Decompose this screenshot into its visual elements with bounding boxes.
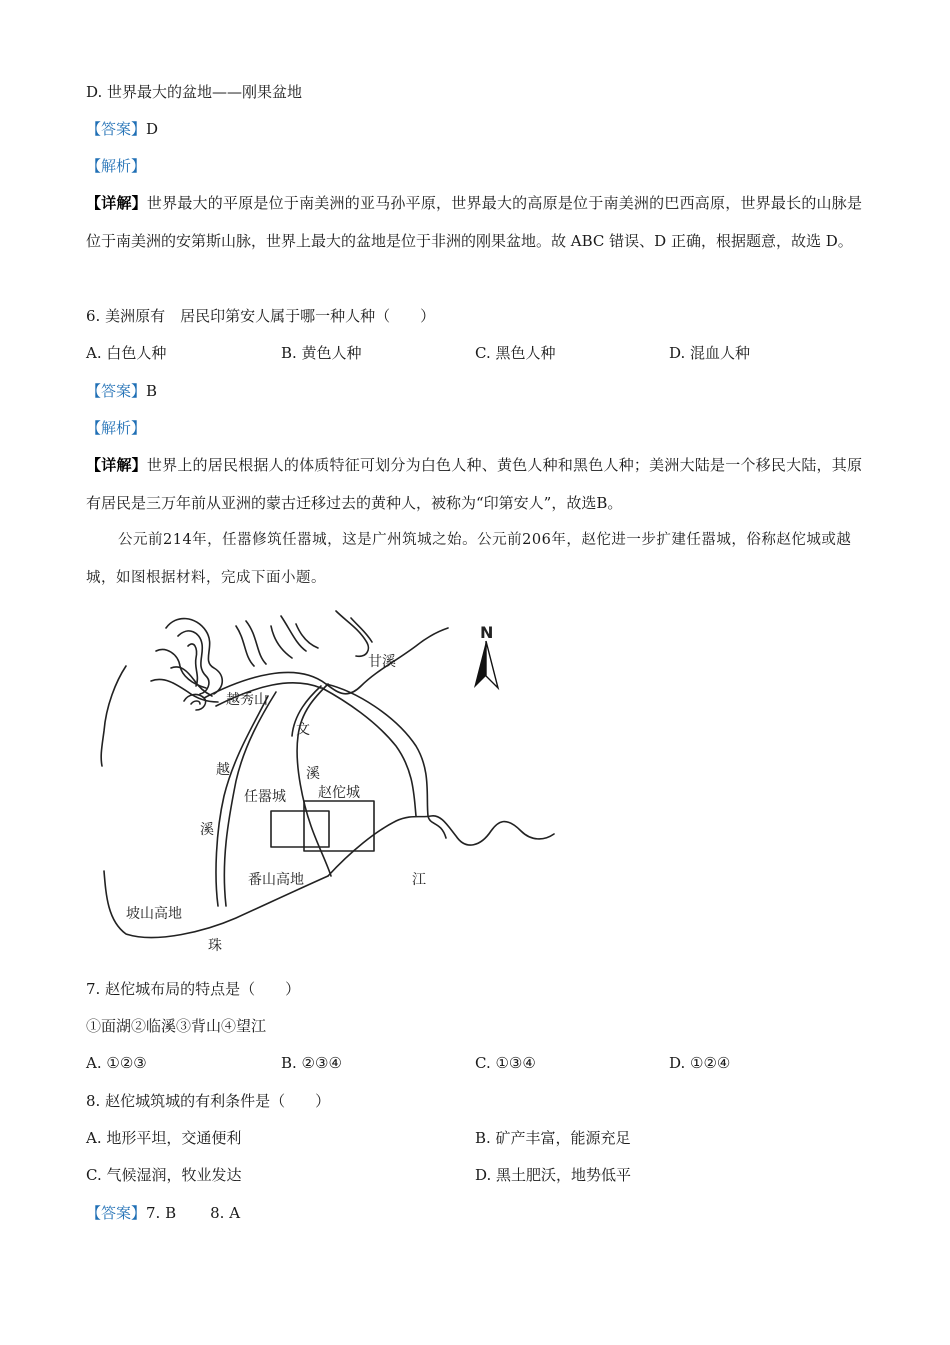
q6-answer bbox=[86, 380, 157, 402]
label-wen: 文 bbox=[296, 722, 310, 738]
answer-value: B bbox=[146, 382, 158, 400]
label-zhu: 珠 bbox=[208, 938, 222, 954]
q8-option-a: A. 地形平坦，交通便利 bbox=[86, 1129, 242, 1147]
label-xi-2: 溪 bbox=[200, 822, 214, 838]
q6-option-c: C. 黑色人种 bbox=[475, 344, 556, 362]
q7-q8-answer bbox=[86, 1202, 240, 1224]
q6-option-b: B. 黄色人种 bbox=[281, 344, 362, 362]
q5-option-d: D. 世界最大的盆地——刚果盆地 bbox=[86, 83, 303, 101]
answer-tag: 【答案】 bbox=[86, 1204, 147, 1222]
answer-tag: 【答案】 bbox=[86, 120, 147, 138]
answer-8: 8. A bbox=[210, 1204, 241, 1222]
q6-option-a: A. 白色人种 bbox=[86, 344, 167, 362]
q7-stem: 7. 赵佗城布局的特点是（ ） bbox=[86, 980, 301, 998]
q8-option-d: D. 黑土肥沃，地势低平 bbox=[475, 1166, 632, 1184]
renxiao-city-wall bbox=[271, 811, 329, 847]
q5-answer bbox=[86, 118, 158, 140]
answer-7: 7. B bbox=[146, 1204, 177, 1222]
detail-tag: 【详解】 bbox=[86, 456, 147, 474]
label-panshan-highland: 番山高地 bbox=[248, 872, 304, 888]
q6-analysis-tag: 【解析】 bbox=[86, 419, 147, 437]
detail-text: 世界上的居民根据人的体质特征可划分为白色人种、黄色人种和黑色人种；美洲大陆是一个移民大陆，其原有居民是三万年前从亚洲的蒙古迁移过去的黄种人，被称为“印第安人”，故选B。 bbox=[86, 456, 862, 512]
material-intro: 公元前214年，任嚣修筑任嚣城，这是广州筑城之始。公元前206年，赵佗进一步扩建任嚣城，俗称赵佗城或越城，如图根据材料，完成下面小题。 bbox=[86, 532, 852, 586]
label-yue: 越 bbox=[216, 762, 230, 778]
label-ganxi: 甘溪 bbox=[368, 654, 396, 670]
label-poshan-highland: 坡山高地 bbox=[126, 906, 182, 922]
answer-tag: 【答案】 bbox=[86, 382, 147, 400]
q7-option-c: C. ①③④ bbox=[475, 1054, 536, 1072]
label-zhaotuocheng: 赵佗城 bbox=[318, 785, 360, 801]
north-label: N bbox=[480, 623, 494, 642]
q6-detail bbox=[86, 446, 862, 522]
answer-value: D bbox=[146, 120, 159, 138]
north-arrow-icon bbox=[474, 623, 498, 688]
q7-option-b: B. ②③④ bbox=[281, 1054, 342, 1072]
guangzhou-ancient-city-map bbox=[96, 606, 566, 956]
zhaotuo-city-wall bbox=[304, 801, 374, 851]
q7-choices: ①面湖②临溪③背山④望江 bbox=[86, 1017, 267, 1035]
q8-stem: 8. 赵佗城筑城的有利条件是（ ） bbox=[86, 1092, 331, 1110]
label-jiang: 江 bbox=[412, 872, 426, 888]
detail-tag: 【详解】 bbox=[86, 194, 147, 212]
q6-stem: 6. 美洲原有 居民印第安人属于哪一种人种（ ） bbox=[86, 307, 436, 325]
label-renxiaocheng: 任嚣城 bbox=[244, 789, 286, 805]
q5-detail bbox=[86, 184, 862, 260]
q5-analysis-tag: 【解析】 bbox=[86, 157, 147, 175]
detail-text: 世界最大的平原是位于南美洲的亚马孙平原，世界最大的高原是位于南美洲的巴西高原，世界最长的山脉是位于南美洲的安第斯山脉，世界上最大的盆地是位于非洲的刚果盆地。故 ABC 错误、D 正确，根据题意，故选 D。 bbox=[86, 194, 862, 250]
q7-option-a: A. ①②③ bbox=[86, 1054, 147, 1072]
q7-option-d: D. ①②④ bbox=[669, 1054, 731, 1072]
label-yuexiushan: 越秀山 bbox=[226, 692, 268, 708]
q8-option-c: C. 气候湿润，牧业发达 bbox=[86, 1166, 242, 1184]
label-xi-1: 溪 bbox=[306, 766, 320, 782]
q6-option-d: D. 混血人种 bbox=[669, 344, 751, 362]
q8-option-b: B. 矿产丰富，能源充足 bbox=[475, 1129, 631, 1147]
